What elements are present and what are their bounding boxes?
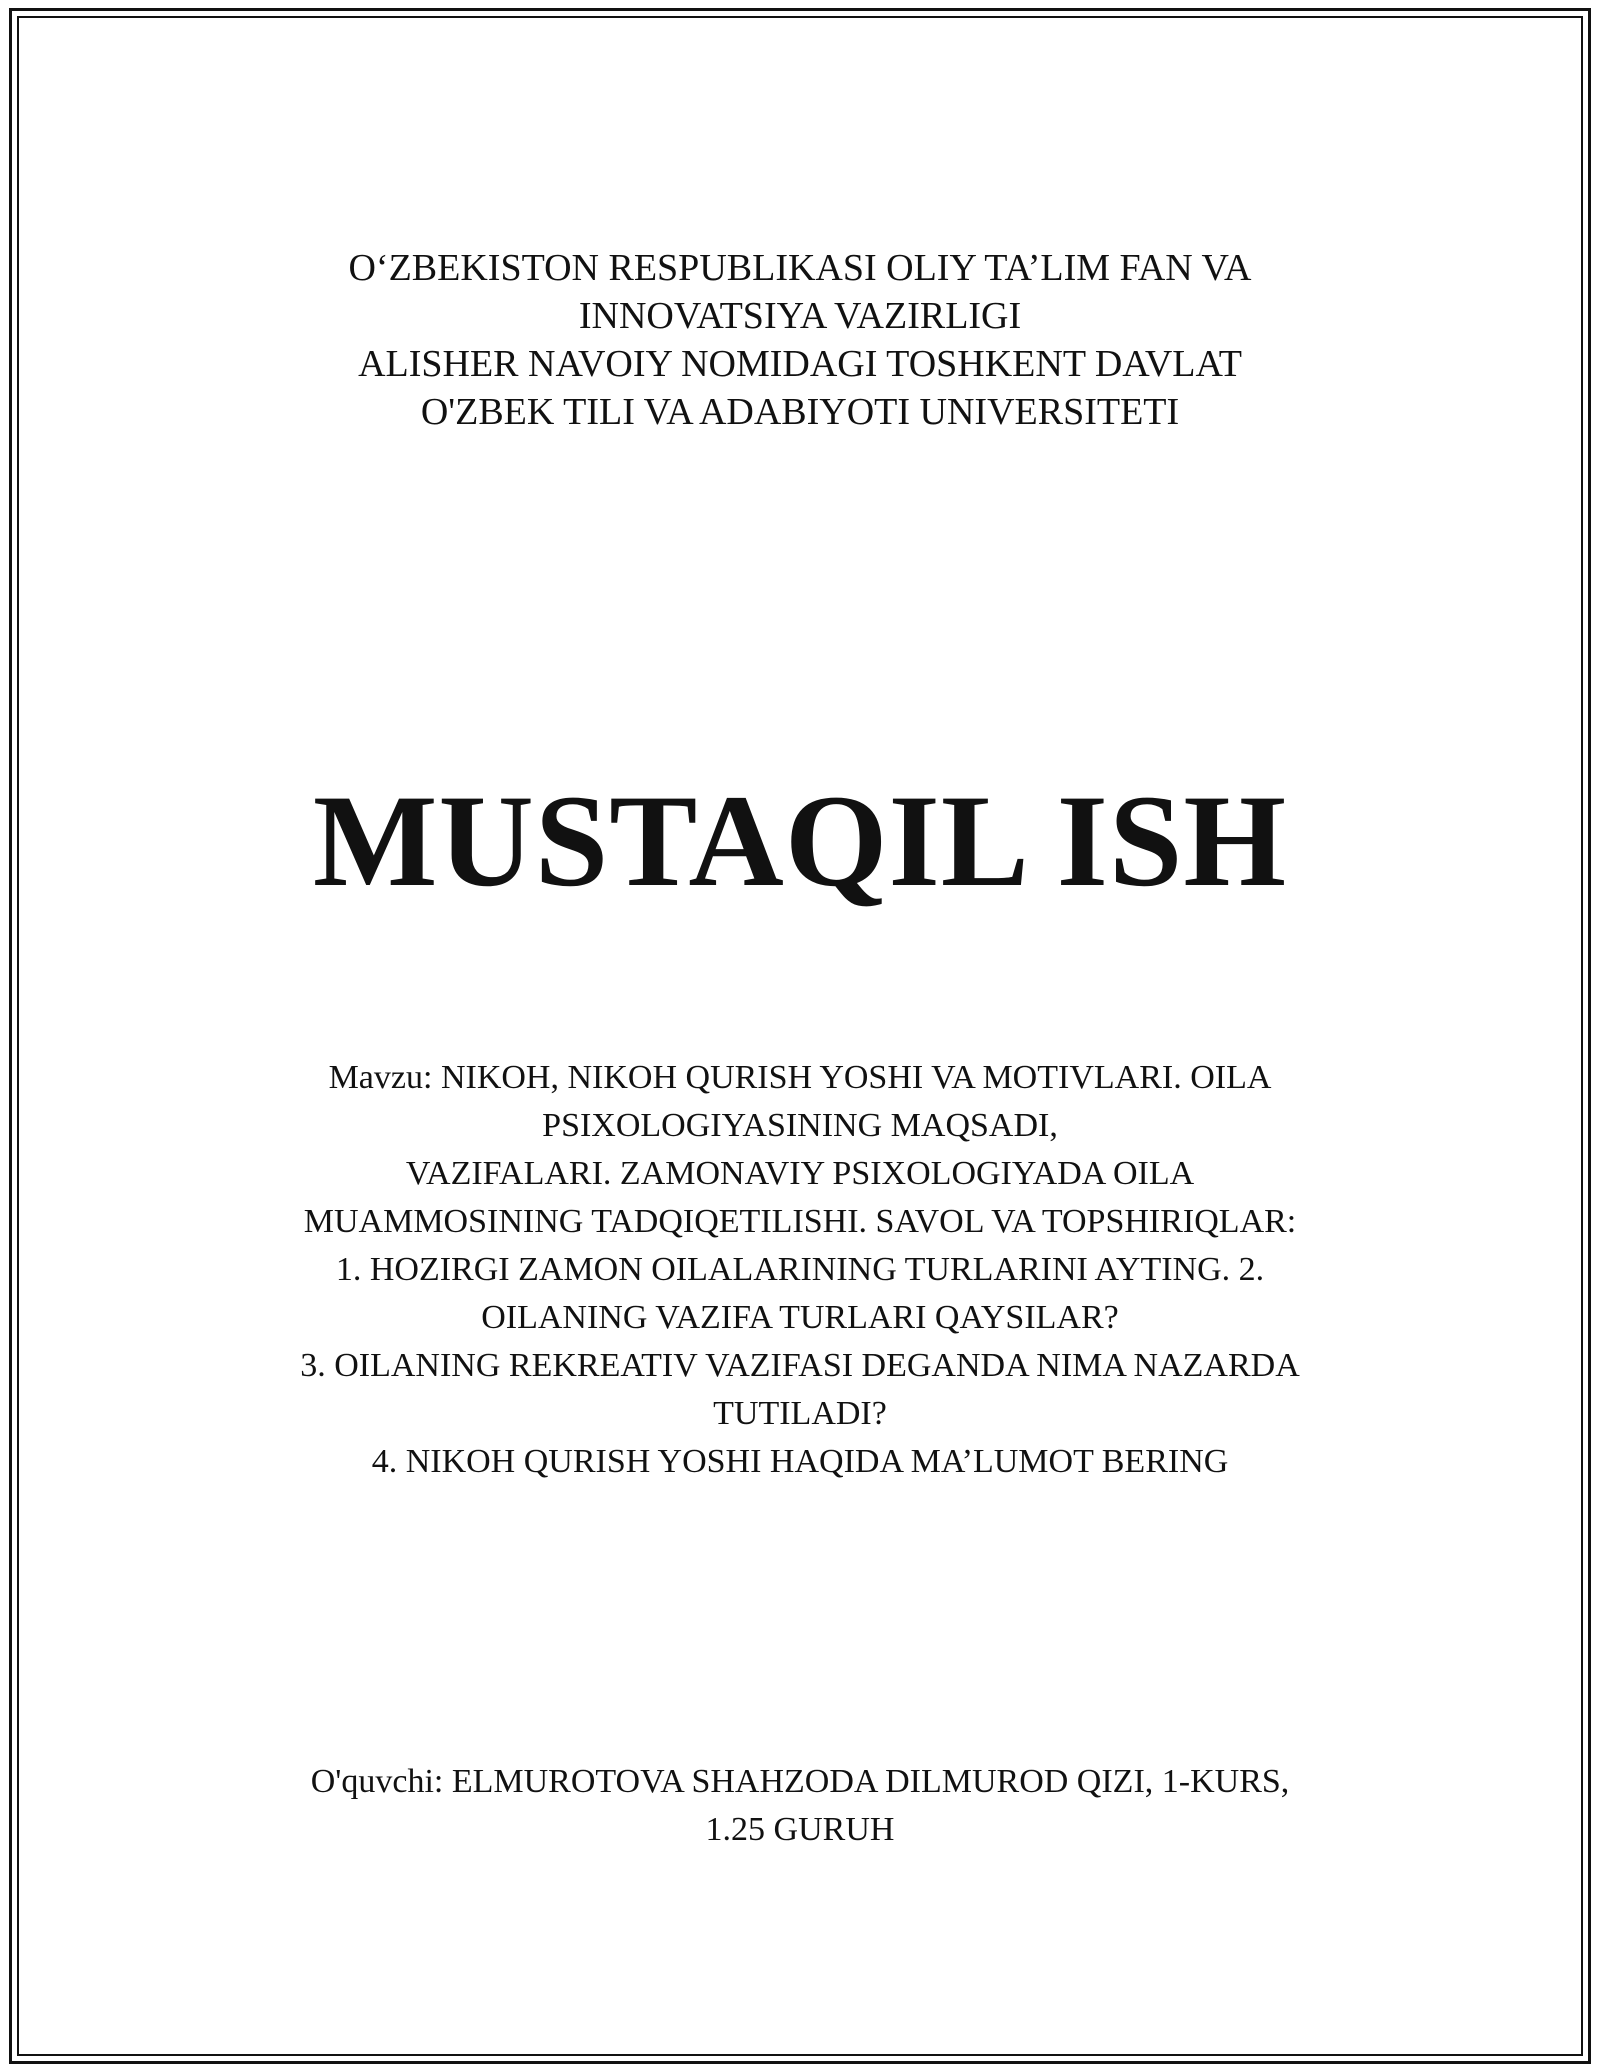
student-info: [0, 1758, 1600, 1854]
topic-line: MUAMMOSINING TADQIQETILISHI. SAVOL VA TOPSHIRIQLAR:: [303, 1203, 1297, 1240]
header-line: O'ZBEK TILI VA ADABIYOTI UNIVERSITETI: [420, 391, 1180, 433]
topic-line: 3. OILANING REKREATIV VAZIFASI DEGANDA NIMA NAZARDA: [300, 1347, 1300, 1384]
header-line: INNOVATSIYA VAZIRLIGI: [578, 295, 1022, 337]
institution-header: [0, 244, 1600, 436]
student-line: 1.25 GURUH: [705, 1811, 895, 1848]
document-title: MUSTAQIL ISH: [312, 767, 1288, 914]
topic-section: [0, 1054, 1600, 1486]
topic-line: TUTILADI?: [713, 1395, 887, 1432]
topic-line: Mavzu: NIKOH, NIKOH QURISH YOSHI VA MOTIVLARI. OILA: [328, 1059, 1272, 1096]
topic-line: PSIXOLOGIYASINING MAQSADI,: [542, 1107, 1058, 1144]
header-line: O‘ZBEKISTON RESPUBLIKASI OLIY TA’LIM FAN VA: [348, 247, 1252, 289]
student-line: O'quvchi: ELMUROTOVA SHAHZODA DILMUROD QIZI, 1-KURS,: [310, 1763, 1290, 1800]
topic-line: VAZIFALARI. ZAMONAVIY PSIXOLOGIYADA OILA: [405, 1155, 1195, 1192]
header-line: ALISHER NAVOIY NOMIDAGI TOSHKENT DAVLAT: [358, 343, 1242, 385]
topic-line: 4. NIKOH QURISH YOSHI HAQIDA MA’LUMOT BERING: [371, 1443, 1229, 1480]
topic-line: 1. HOZIRGI ZAMON OILALARINING TURLARINI AYTING. 2.: [335, 1251, 1265, 1288]
topic-line: OILANING VAZIFA TURLARI QAYSILAR?: [481, 1299, 1119, 1336]
